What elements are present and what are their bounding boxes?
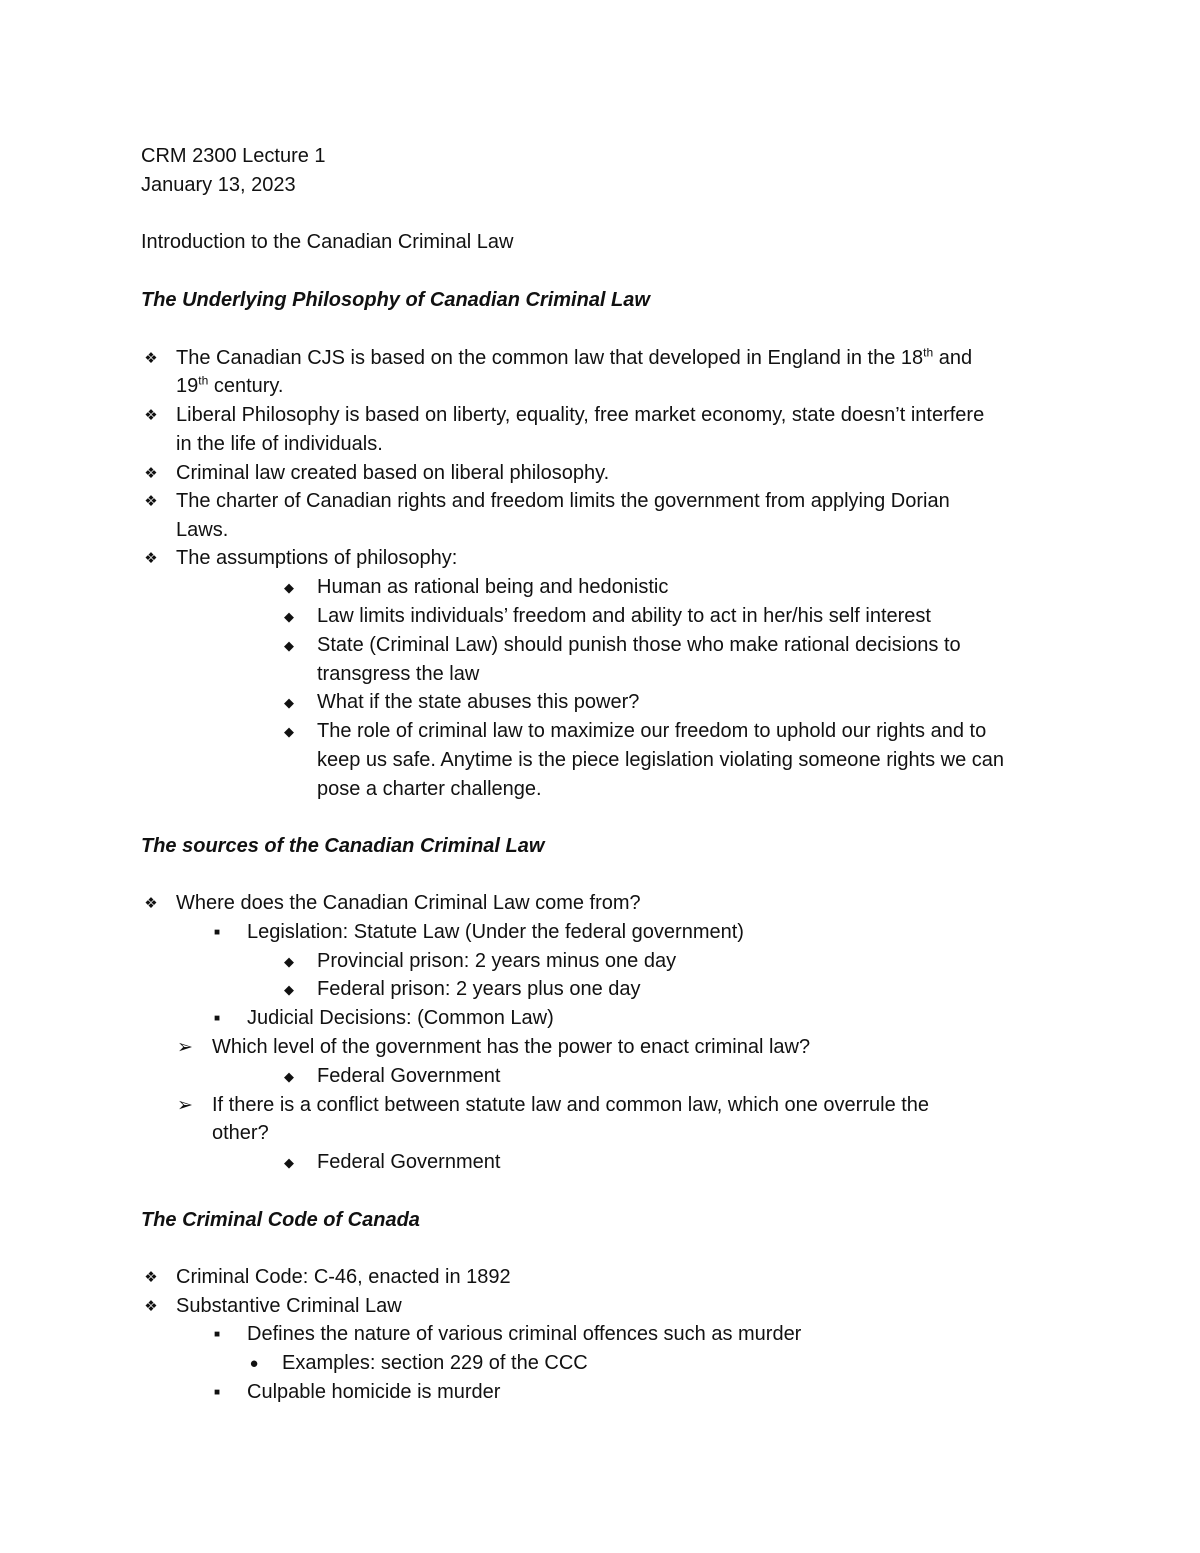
course-title: CRM 2300 Lecture 1 [141,145,326,167]
arrow-bullet-icon: ➢ [177,1037,193,1058]
diamond-bullet-icon: ◆ [284,982,294,997]
lecture-date: January 13, 2023 [141,174,296,196]
list-item-substantive-law: Substantive Criminal Law [176,1295,402,1317]
sub-item-culpable-homicide: Culpable homicide is murder [247,1381,501,1403]
sub-item-state-abuse: What if the state abuses this power? [317,691,640,713]
list-item-text: and [933,347,973,369]
list-item-liberal-philosophy: Liberal Philosophy is based on liberty, equality, free market economy, state doesn’t interfere [176,404,985,426]
sub-item-federal-government: Federal Government [317,1065,501,1087]
lecture-topic: Introduction to the Canadian Criminal Law [141,231,514,253]
sub-item-role-of-law: The role of criminal law to maximize our freedom to uphold our rights and to [317,720,987,742]
list-item-criminal-law-created: Criminal law created based on liberal philosophy. [176,462,610,484]
sub-item-examples: Examples: section 229 of the CCC [282,1352,588,1374]
square-bullet-icon: ■ [213,1329,221,1340]
list-item-text: The Canadian CJS is based on the common law that developed in England in the 18 [176,347,924,369]
sub-item-conflict: If there is a conflict between statute law and common law, which one overrule the [212,1094,930,1116]
four-diamond-bullet-icon: ❖ [144,1298,158,1315]
sub-item-continuation: other? [212,1122,269,1144]
list-item-charter: The charter of Canadian rights and freedom limits the government from applying Dorian [176,490,950,512]
diamond-bullet-icon: ◆ [284,695,294,710]
list-item-criminal-code: Criminal Code: C-46, enacted in 1892 [176,1266,511,1288]
list-item-continuation [176,372,283,401]
four-diamond-bullet-icon: ❖ [144,465,158,482]
sub-item-federal-prison: Federal prison: 2 years plus one day [317,978,641,1000]
arrow-bullet-icon: ➢ [177,1095,193,1116]
four-diamond-bullet-icon: ❖ [144,350,158,367]
four-diamond-bullet-icon: ❖ [144,1269,158,1286]
sub-item-continuation: keep us safe. Anytime is the piece legislation violating someone rights we can [317,749,1005,771]
sub-item-continuation: transgress the law [317,663,480,685]
sub-item-law-limits: Law limits individuals’ freedom and ability to act in her/his self interest [317,605,931,627]
diamond-bullet-icon: ◆ [284,724,294,739]
square-bullet-icon: ■ [213,927,221,938]
diamond-bullet-icon: ◆ [284,609,294,624]
sub-item-continuation: pose a charter challenge. [317,778,542,800]
list-item-where-from: Where does the Canadian Criminal Law come from? [176,892,641,914]
dot-bullet-icon: ● [249,1355,259,1372]
diamond-bullet-icon: ◆ [284,1069,294,1084]
diamond-bullet-icon: ◆ [284,1155,294,1170]
superscript: th [198,373,209,388]
list-item-text: century. [208,375,284,397]
sub-item-federal-government: Federal Government [317,1151,501,1173]
list-item-continuation: in the life of individuals. [176,433,383,455]
sub-item-judicial-decisions: Judicial Decisions: (Common Law) [247,1007,554,1029]
square-bullet-icon: ■ [213,1387,221,1398]
list-item-continuation: Laws. [176,519,229,541]
diamond-bullet-icon: ◆ [284,580,294,595]
four-diamond-bullet-icon: ❖ [144,550,158,567]
sub-item-defines-nature: Defines the nature of various criminal offences such as murder [247,1323,802,1345]
four-diamond-bullet-icon: ❖ [144,407,158,424]
section-heading-philosophy: The Underlying Philosophy of Canadian Criminal Law [141,289,650,311]
sub-item-which-level: Which level of the government has the power to enact criminal law? [212,1036,811,1058]
sub-item-provincial-prison: Provincial prison: 2 years minus one day [317,950,677,972]
sub-item-state-punish: State (Criminal Law) should punish those who make rational decisions to [317,634,961,656]
section-heading-criminal-code: The Criminal Code of Canada [141,1209,420,1231]
list-item-text: 19 [176,375,199,397]
four-diamond-bullet-icon: ❖ [144,895,158,912]
list-item-cjs-common-law [176,344,972,373]
sub-item-rational-being: Human as rational being and hedonistic [317,576,669,598]
section-heading-sources: The sources of the Canadian Criminal Law [141,835,545,857]
square-bullet-icon: ■ [213,1013,221,1024]
diamond-bullet-icon: ◆ [284,954,294,969]
superscript: th [923,345,934,360]
four-diamond-bullet-icon: ❖ [144,493,158,510]
sub-item-legislation: Legislation: Statute Law (Under the federal government) [247,921,744,943]
diamond-bullet-icon: ◆ [284,638,294,653]
list-item-assumptions: The assumptions of philosophy: [176,547,458,569]
